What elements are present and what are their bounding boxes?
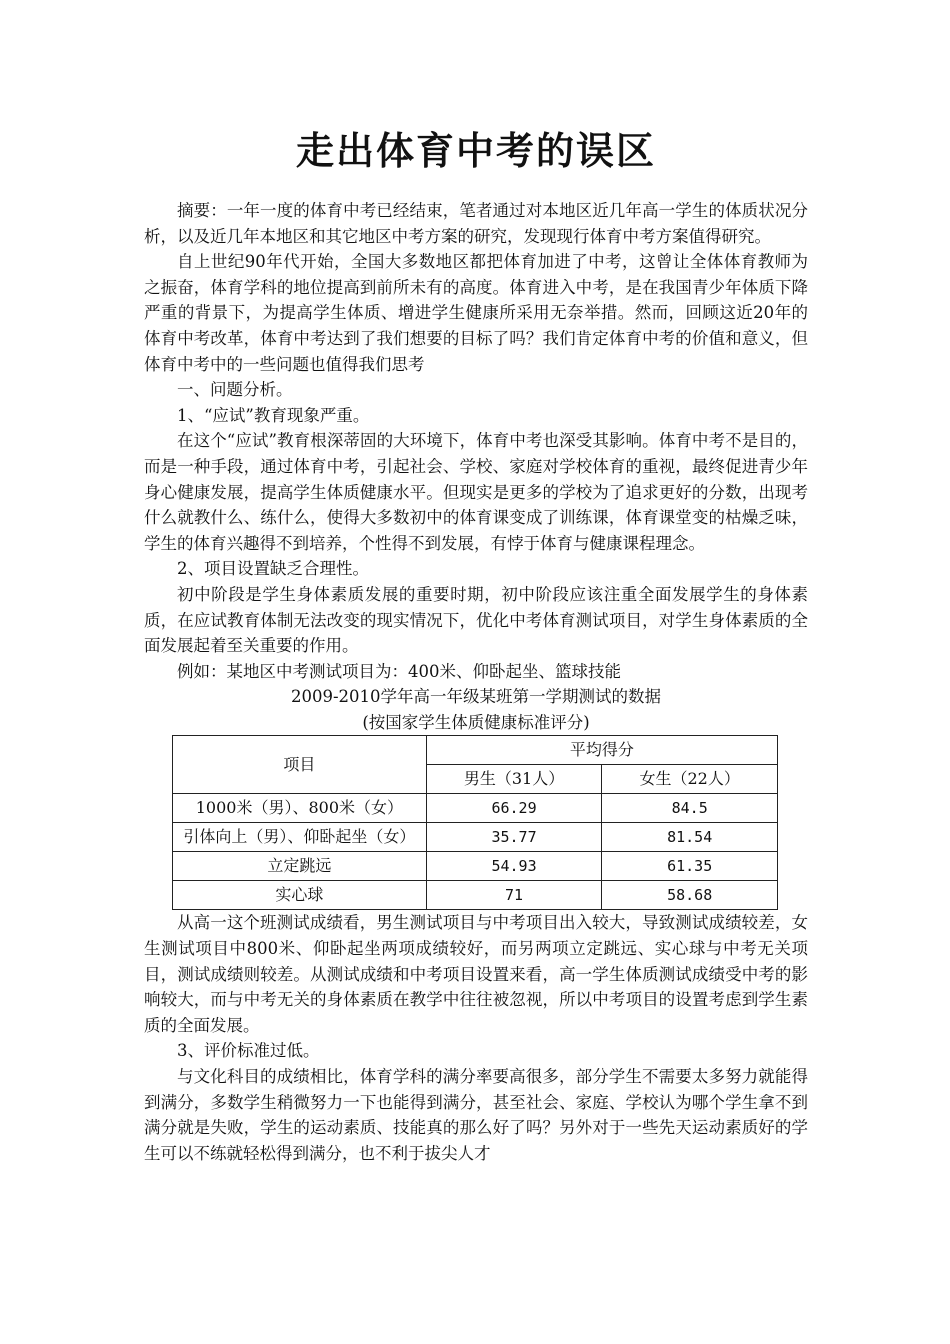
row-item: 1000米（男）、800米（女） bbox=[173, 794, 427, 823]
body-paragraph: 例如：某地区中考测试项目为：400米、仰卧起坐、篮球技能 bbox=[177, 661, 621, 681]
row-female-score: 58.68 bbox=[602, 881, 778, 910]
row-item: 引体向上（男）、仰卧起坐（女） bbox=[173, 823, 427, 852]
row-female-score: 84.5 bbox=[602, 794, 778, 823]
document-title: 走出体育中考的误区 bbox=[295, 129, 656, 173]
document-body bbox=[144, 198, 808, 1166]
header-item: 项目 bbox=[173, 736, 427, 794]
header-female: 女生（22人） bbox=[602, 765, 778, 794]
row-male-score: 54.93 bbox=[426, 852, 602, 881]
document-page bbox=[144, 0, 808, 1166]
subsection-heading: 2、项目设置缺乏合理性。 bbox=[177, 559, 369, 579]
section-heading: 一、问题分析。 bbox=[177, 380, 293, 400]
abstract-paragraph: 摘要：一年一度的体育中考已经结束，笔者通过对本地区近几年高一学生的体质状况分析，以及近几年本地区和其它地区中考方案的研究，发现现行体育中考方案值得研究。 bbox=[144, 201, 808, 246]
body-paragraph: 初中阶段是学生身体素质发展的重要时期，初中阶段应该注重全面发展学生的身体素质，在应试教育体制无法改变的现实情况下，优化中考体育测试项目，对学生身体素质的全面发展起着至关重要的作用。 bbox=[144, 584, 808, 656]
subsection-heading: 3、评价标准过低。 bbox=[177, 1041, 320, 1061]
table-caption-note: (按国家学生体质健康标准评分) bbox=[362, 712, 590, 732]
row-male-score: 66.29 bbox=[426, 794, 602, 823]
score-table bbox=[172, 735, 778, 910]
table-row bbox=[173, 823, 778, 852]
row-male-score: 35.77 bbox=[426, 823, 602, 852]
table-header-row bbox=[173, 736, 778, 765]
body-paragraph: 与文化科目的成绩相比，体育学科的满分率要高很多，部分学生不需要太多努力就能得到满分，多数学生稍微努力一下也能得到满分，甚至社会、家庭、学校认为哪个学生拿不到满分就是失败，学生的运动素质、技能真的那么好了吗？另外对于一些先天运动素质好的学生可以不练就轻松得到满分，也不利于拔尖人才 bbox=[144, 1067, 808, 1163]
body-paragraph: 在这个“应试”教育根深蒂固的大环境下，体育中考也深受其影响。体育中考不是目的，而是一种手段，通过体育中考，引起社会、学校、家庭对学校体育的重视，最终促进青少年身心健康发展，提高学生体质健康水平。但现实是更多的学校为了追求更好的分数，出现考什么就教什么、练什么，使得大多数初中的体育课变成了训练课，体育课堂变的枯燥乏味，学生的体育兴趣得不到培养，个性得不到发展，有悖于体育与健康课程理念。 bbox=[144, 431, 808, 553]
row-item: 实心球 bbox=[173, 881, 427, 910]
row-item: 立定跳远 bbox=[173, 852, 427, 881]
table-row bbox=[173, 852, 778, 881]
subsection-heading: 1、“应试”教育现象严重。 bbox=[177, 405, 370, 425]
row-female-score: 81.54 bbox=[602, 823, 778, 852]
table-caption: 2009-2010学年高一年级某班第一学期测试的数据 bbox=[290, 687, 662, 707]
row-male-score: 71 bbox=[426, 881, 602, 910]
header-average: 平均得分 bbox=[426, 736, 777, 765]
row-female-score: 61.35 bbox=[602, 852, 778, 881]
table-row bbox=[173, 881, 778, 910]
table-row bbox=[173, 794, 778, 823]
body-paragraph: 从高一这个班测试成绩看，男生测试项目与中考项目出入较大，导致测试成绩较差，女生测试项目中800米、仰卧起坐两项成绩较好，而另两项立定跳远、实心球与中考无关项目，测试成绩则较差。从测试成绩和中考项目设置来看，高一学生体质测试成绩受中考的影响较大，而与中考无关的身体素质在教学中往往被忽视，所以中考项目的设置考虑到学生素质的全面发展。 bbox=[144, 913, 808, 1035]
body-paragraph: 自上世纪90年代开始，全国大多数地区都把体育加进了中考，这曾让全体体育教师为之振奋，体育学科的地位提高到前所未有的高度。体育进入中考，是在我国青少年体质下降严重的背景下，为提高学生体质、增进学生健康所采用无奈举措。然而，回顾这近20年的体育中考改革，体育中考达到了我们想要的目标了吗？我们肯定体育中考的价值和意义，但体育中考中的一些问题也值得我们思考 bbox=[144, 252, 808, 374]
header-male: 男生（31人） bbox=[426, 765, 602, 794]
